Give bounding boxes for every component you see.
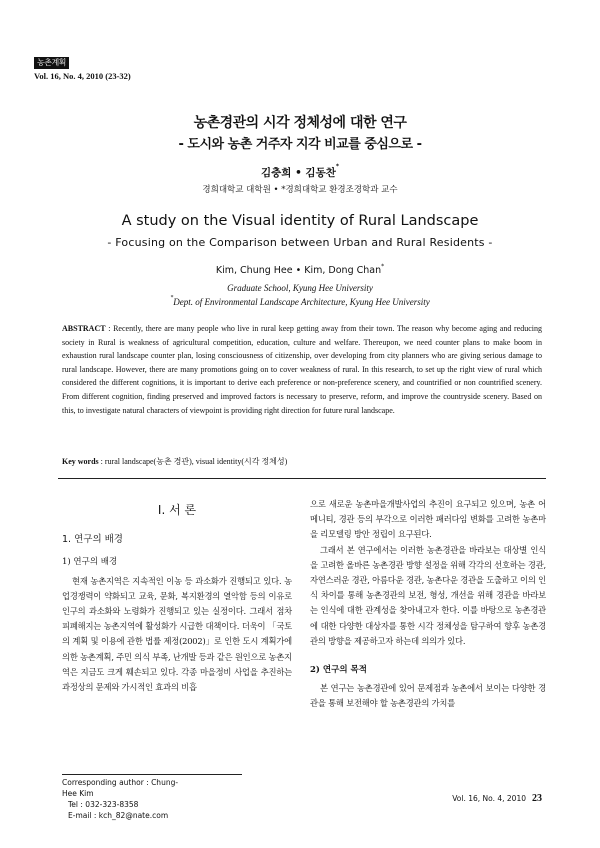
abstract: ABSTRACT : Recently, there are many people who live in rural keep getting away from their town. The reason why become aging and reducing society in Rural is weakness of agricultural competition, education, culture and welfare. Thereupon, we need counter plans to make boom in exhaustion rural landscape counter plan, losing consciousness of citizenship, over developing from city planners who are giving serious damage to rural landscape. However, there are many promotions going on to cover weakness of rural. In this research, to set up the right view of rural which considered the different cognitions, it is important to derive each preference or non-preference scenery, and countrified or non countrified scenery. From different cognition, finding preserved and improved factors is necessary to preserve, reform, and improve the countryside scenery. Based on this, to investigate natural characters of viewpoint is providing right direction for future rural landscape. [62,324,542,415]
divider [58,478,546,479]
right-column [310,497,546,712]
page-footer [452,793,542,804]
author-email: E-mail : kch_82@nate.com [68,811,169,820]
english-authors-text: Kim, Chung Hee • Kim, Dong Chan [215,265,382,276]
body-paragraph [310,681,546,711]
corresponding-author: Corresponding author : Chung-Hee Kim [62,778,179,798]
footnote-rule [62,774,242,775]
sub-subsection-heading: 2) 연구의 목적 [310,665,367,676]
keywords-label: Key words [62,457,99,466]
abstract-text: Recently, there are many people who live in rural keep getting away from their town. The reason why become aging and reducing society in Rural is weakness of agricultural competition, education, culture and welfare. Thereupon, we need counter plans to make boom in exhaustion rural landscape counter plan, losing consciousness of citizenship, over developing from city planners who are giving serious damage to rural landscape. However, there are many promotions going on to cover weakness of rural. In this research, to set up the right view of rural which considered the different cognitions, it is important to derive each preference or non-preference scenery, and countrified or non countrified scenery. From different cognition, finding preserved and improved factors is necessary to preserve, reform, and improve the countryside scenery. Based on this, to investigate natural characters of viewpoint is providing right direction for future rural landscape. [62,324,542,415]
english-affiliation-1: Graduate School, Kyung Hee University [227,283,373,293]
english-title: A study on the Visual identity of Rural Landscape [121,213,479,229]
korean-authors [0,165,600,180]
sub-subsection-heading: 1) 연구의 배경 [62,557,118,568]
paragraph-text: 현재 농촌지역은 지속적인 이농 등 과소화가 진행되고 있다. 농업경쟁력이 약화되고 교육, 문화, 복지환경의 열악함 등의 이유로 인구의 과소화와 노령화가 진행되고 있는 실정이다. 그래서 점차 피폐해지는 농촌지역에 활성화가 시급한 대책이다. 더욱이 「국토의 계획 및 이용에 관한 법률 제정(2002)」로 인한 도시 계획가에 의한 농촌계획, 주민 의식 부족, 난개발 등과 같은 원인으로 농촌지역은 지금도 크게 훼손되고 있다. 각종 마을정비 사업을 추진하는 과정상의 문제와 가시적인 효과의 비흡 [62,575,292,693]
body-paragraph [62,574,292,696]
footer-issue: Vol. 16, No. 4, 2010 [452,794,526,803]
author-tel: Tel : 032-323-8358 [68,800,139,809]
page-number: 23 [532,793,542,804]
korean-subtitle: - 도시와 농촌 거주자 지각 비교를 중심으로 - [178,137,422,152]
footnote [62,774,182,821]
author-mark: * [335,163,340,170]
english-subtitle: - Focusing on the Comparison between Urban and Rural Residents - [107,236,493,249]
volume-line: Vol. 16, No. 4, 2010 (23-32) [34,71,131,81]
keywords: Key words : rural landscape(농촌 경관), visual identity(시각 정체성) [62,457,288,466]
body-paragraph [310,497,546,649]
korean-title: 농촌경관의 시각 정체성에 대한 연구 [193,115,407,131]
paragraph-text: 으로 새로운 농촌마을개발사업의 추진이 요구되고 있으며, 농촌 어메니티, 경관 등의 부각으로 이러한 패러다임 변화를 고려한 농촌마을 리모델링 방안 정립이 요구된다. [310,499,546,540]
korean-affiliation: 경희대학교 대학원 • *경희대학교 환경조경학과 교수 [202,185,398,195]
journal-badge: 농촌계획 [34,57,69,69]
english-authors [0,265,600,276]
author-mark: * [381,263,385,270]
english-affiliation-2 [0,297,600,307]
korean-authors-text: 김충희 • 김동찬 [260,167,336,179]
paragraph-text: 그래서 본 연구에서는 이러한 농촌경관을 바라보는 대상별 인식을 고려한 올바른 농촌경관 방향 설정을 위해 각각의 선호하는 경관, 자연스러운 경관, 아름다운 경관, 농촌다운 경관을 도출하고 이의 인식 차이를 통해 농촌경관의 보전, 형성, 개선을 위해 경관을 바라보는 인식에 대한 관계성을 찾아내고자 한다. 이를 바탕으로 농촌경관에 대한 다양한 대상자를 통한 시각 정체성을 탐구하여 향후 농촌경관의 방향을 제공하고자 하는데 의의가 있다. [310,544,546,646]
subsection-heading: 1. 연구의 배경 [62,534,123,546]
abstract-label: ABSTRACT [62,324,106,333]
paragraph-text: 본 연구는 농촌경관에 있어 문제점과 농촌에서 보이는 다양한 경관을 통해 보전해야 할 농촌경관의 가치를 [310,683,546,709]
english-affiliation-2-text: Dept. of Environmental Landscape Architecture, Kyung Hee University [173,297,430,307]
left-column [62,497,292,695]
keywords-text: rural landscape(농촌 경관), visual identity(시각 정체성) [104,457,288,466]
section-title: I. 서 론 [157,503,197,517]
affiliation-mark: * [170,295,174,301]
